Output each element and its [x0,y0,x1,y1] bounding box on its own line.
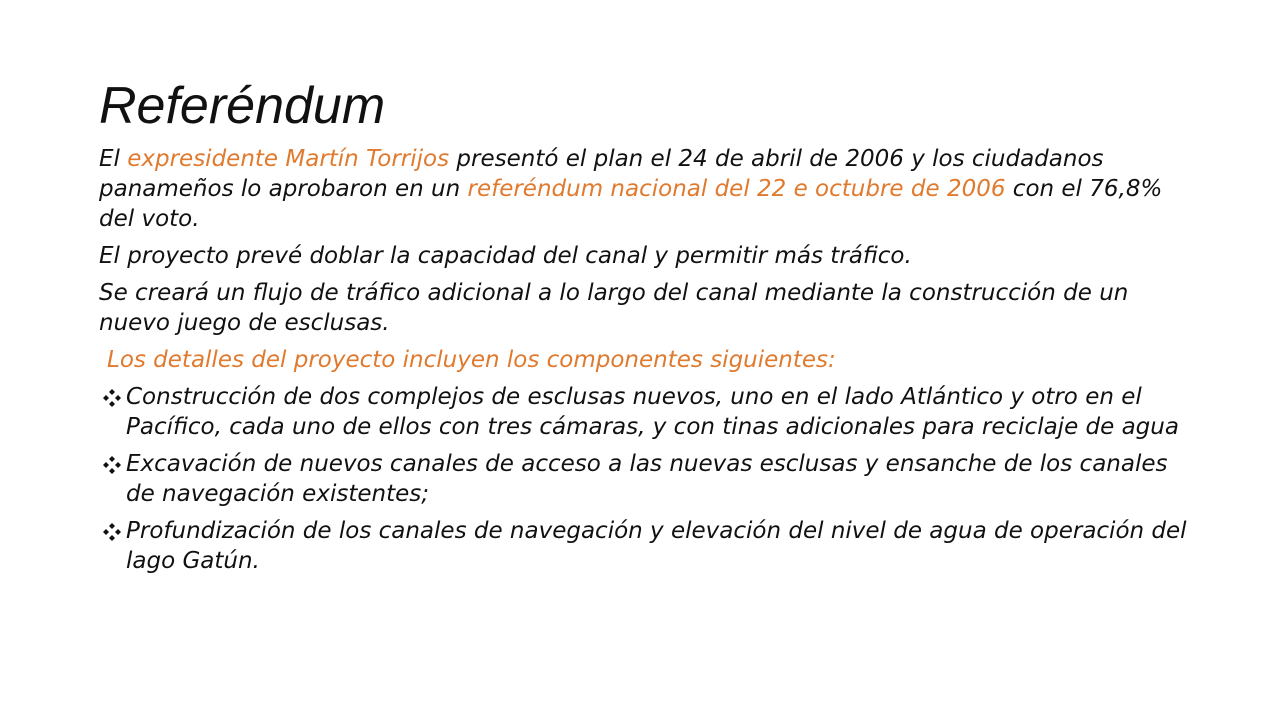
capacity-paragraph: El proyecto prevé doblar la capacidad del canal y permitir más tráfico. [99,243,912,269]
intro-paragraph [99,144,1199,234]
components-subheading: Los detalles del proyecto incluyen los componentes siguientes: [107,347,836,373]
slide-title: Referéndum [99,77,386,135]
bullet-item [99,382,1199,442]
intro-text-2: presentó el plan el 24 de abril de 2006 y los ciudadanos panameños lo aprobaron en un [99,146,1104,202]
bullet-item [99,449,1199,509]
four-diamond-bullet-icon [102,522,122,542]
intro-text-1: El [99,146,128,172]
intro-text-3: con el 76,8% del voto. [99,176,1163,232]
intro-link-torrijos[interactable]: expresidente Martín Torrijos [127,146,450,172]
bullet-text: Construcción de dos complejos de esclusas nuevos, uno en el lado Atlántico y otro en el Pacífico, cada uno de ellos con tres cámaras, y con tinas adicionales para reciclaje de agua [126,384,1179,440]
four-diamond-bullet-icon [102,455,122,475]
four-diamond-bullet-icon [102,388,122,408]
bullet-text: Profundización de los canales de navegación y elevación del nivel de agua de operación del lago Gatún. [126,518,1187,574]
bullet-text: Excavación de nuevos canales de acceso a las nuevas esclusas y ensanche de los canales de navegación existentes; [126,451,1168,507]
intro-link-referendum[interactable]: referéndum nacional del 22 e octubre de 2006 [467,176,1006,202]
slide-body [99,144,1199,583]
bullet-item [99,516,1199,576]
traffic-paragraph: Se creará un flujo de tráfico adicional a lo largo del canal mediante la construcción de un nuevo juego de esclusas. [99,280,1129,336]
